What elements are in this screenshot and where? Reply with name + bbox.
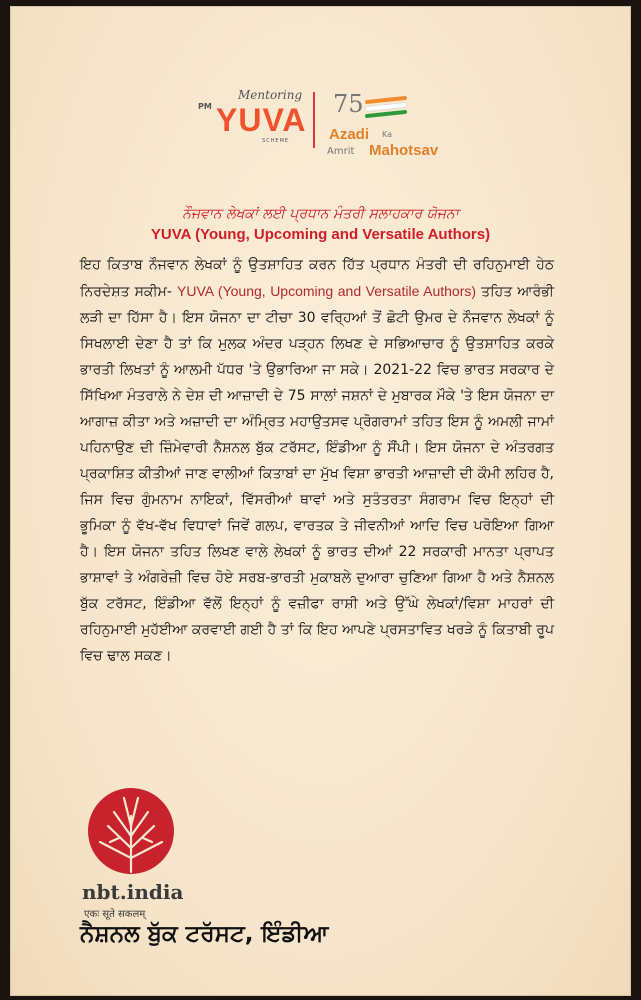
description-english-inline: YUVA (Young, Upcoming and Versatile Authors) (177, 283, 477, 299)
azadi-ka-amrit-mahotsav-logo (327, 90, 447, 160)
description-paragraph (80, 252, 554, 669)
seventy-five-text: 75 (333, 90, 364, 118)
ka-text: Ka (382, 130, 393, 139)
publisher-name: ਨੈਸ਼ਨਲ ਬੁੱਕ ਟਰੱਸਟ, ਇੰਡੀਆ (80, 921, 329, 947)
flag-icon (365, 98, 407, 114)
mahotsav-text: Mahotsav (369, 142, 439, 159)
logo-divider (313, 92, 315, 148)
mentoring-logo-text: Mentoring (238, 88, 303, 102)
header-logos (0, 80, 641, 170)
nbt-logo-text: nbt.india (82, 880, 184, 904)
description-part-2: ਤਹਿਤ ਆਰੰਭੀ ਲੜੀ ਦਾ ਹਿੱਸਾ ਹੈ। ਇਸ ਯੋਜਨਾ ਦਾ ਟੀਚਾ 30 ਵਰ੍ਹਿਆਂ ਤੋਂ ਛੋਟੀ ਉਮਰ ਦੇ ਨੌਜਵਾਨ ਲੇਖਕਾਂ ਨੂੰ ਸਿਖਲਾਈ ਦੇਣਾ ਹੈ ਤਾਂ ਕਿ ਮੁਲਕ ਅੰਦਰ ਪੜ੍ਹਨ ਲਿਖਣ ਦੇ ਸਭਿਆਚਾਰ ਨੂੰ ਉਤਸ਼ਾਹਿਤ ਕਰਕੇ ਭਾਰਤੀ ਲਿਖਤਾਂ ਨੂੰ ਆਲਮੀ ਪੱਧਰ 'ਤੇ ਉਭਾਰਿਆ ਜਾ ਸਕੇ। 2021-22 ਵਿਚ ਭਾਰਤ ਸਰਕਾਰ ਦੇ ਸਿੱਖਿਆ ਮੰਤਰਾਲੇ ਨੇ ਦੇਸ਼ ਦੀ ਆਜ਼ਾਦੀ ਦੇ 75 ਸਾਲਾਂ ਜਸ਼ਨਾਂ ਦੇ ਮੁਬਾਰਕ ਮੌਕੇ 'ਤੇ ਇਸ ਯੋਜਨਾ ਦਾ ਆਗਾਜ਼ ਕੀਤਾ ਅਤੇ ਅਜ਼ਾਦੀ ਦਾ ਅੰਮ੍ਰਿਤ ਮਹਾਉਤਸਵ ਪ੍ਰੋਗਰਾਮਾਂ ਤਹਿਤ ਇਸ ਨੂੰ ਅਮਲੀ ਜਾਮਾਂ ਪਹਿਨਾਉਣ ਦੀ ਜ਼ਿੰਮੇਵਾਰੀ ਨੈਸ਼ਨਲ ਬੁੱਕ ਟਰੱਸਟ, ਇੰਡੀਆ ਨੂੰ ਸੌਂਪੀ। ਇਸ ਯੋਜਨਾ ਦੇ ਅੰਤਰਗਤ ਪ੍ਰਕਾਸ਼ਿਤ ਕੀਤੀਆਂ ਜਾਣ ਵਾਲੀਆਂ ਕਿਤਾਬਾਂ ਦਾ ਮੁੱਖ ਵਿਸ਼ਾ ਭਾਰਤੀ ਆਜ਼ਾਦੀ ਦੀ ਕੌਮੀ ਲਹਿਰ ਹੈ, ਜਿਸ ਵਿਚ ਗੁੰਮਨਾਮ ਨਾਇਕਾਂ, ਵਿੱਸਰੀਆਂ ਥਾਵਾਂ ਅਤੇ ਸੁਤੰਤਰਤਾ ਸੰਗਰਾਮ ਵਿਚ ਇਨ੍ਹਾਂ ਦੀ ਭੂਮਿਕਾ ਨੂੰ ਵੱਖ-ਵੱਖ ਵਿਧਾਵਾਂ ਜਿਵੇਂ ਗਲਪ, ਵਾਰਤਕ ਤੇ ਜੀਵਨੀਆਂ ਆਦਿ ਵਿਚ ਪਰੋਇਆ ਗਿਆ ਹੈ। ਇਸ ਯੋਜਨਾ ਤਹਿਤ ਲਿਖਣ ਵਾਲੇ ਲੇਖਕਾਂ ਨੂੰ ਭਾਰਤ ਦੀਆਂ 22 ਸਰਕਾਰੀ ਮਾਨਤਾ ਪ੍ਰਾਪਤ ਭਾਸ਼ਾਵਾਂ ਤੇ ਅੰਗਰੇਜ਼ੀ ਵਿਚ ਹੋਏ ਸਰਬ-ਭਾਰਤੀ ਮੁਕਾਬਲੇ ਦੁਆਰਾ ਚੁਣਿਆ ਗਿਆ ਹੈ ਅਤੇ ਨੈਸ਼ਨਲ ਬੁੱਕ ਟਰੱਸਟ, ਇੰਡੀਆ ਵੱਲੋਂ ਇਨ੍ਹਾਂ ਨੂੰ ਵਜ਼ੀਫਾ ਰਾਸ਼ੀ ਅਤੇ ਉੱਘੇ ਲੇਖਕਾਂ/ਵਿਸ਼ਾ ਮਾਹਰਾਂ ਦੀ ਰਹਿਨੁਮਾਈ ਮੁਹੱਈਆ ਕਰਵਾਈ ਗਈ ਹੈ ਤਾਂ ਕਿ ਇਹ ਆਪਣੇ ਪ੍ਰਸਤਾਵਿਤ ਖਰੜੇ ਨੂੰ ਕਿਤਾਬੀ ਰੂਪ ਵਿਚ ਢਾਲ ਸਕਣ। (80, 284, 554, 664)
nbt-tagline: एकः सूते सकलम् (84, 909, 146, 920)
heading-english: YUVA (Young, Upcoming and Versatile Authors) (150, 226, 491, 243)
amrit-text: Amrit (327, 146, 355, 157)
pm-logo-text: PM (198, 102, 212, 111)
heading-punjabi: ਨੌਜਵਾਨ ਲੇਖਕਾਂ ਲਈ ਪ੍ਰਧਾਨ ਮੰਤਰੀ ਸਲਾਹਕਾਰ ਯੋਜਨਾ (182, 206, 459, 222)
description-part-1: ਇਹ ਕਿਤਾਬ ਨੌਜਵਾਨ ਲੇਖਕਾਂ ਨੂੰ ਉਤਸ਼ਾਹਿਤ ਕਰਨ ਹਿੱਤ ਪ੍ਰਧਾਨ ਮੰਤਰੀ ਦੀ ਰਹਿਨੁਮਾਈ ਹੇਠ ਨਿਰਦੇਸ਼ਤ ਸਕੀਮ- (80, 257, 554, 300)
azadi-text: Azadi (329, 126, 370, 143)
scheme-logo-text: SCHEME (262, 138, 290, 144)
nbt-tree-logo-icon (86, 786, 176, 876)
yuva-logo: YUVA (216, 102, 307, 138)
